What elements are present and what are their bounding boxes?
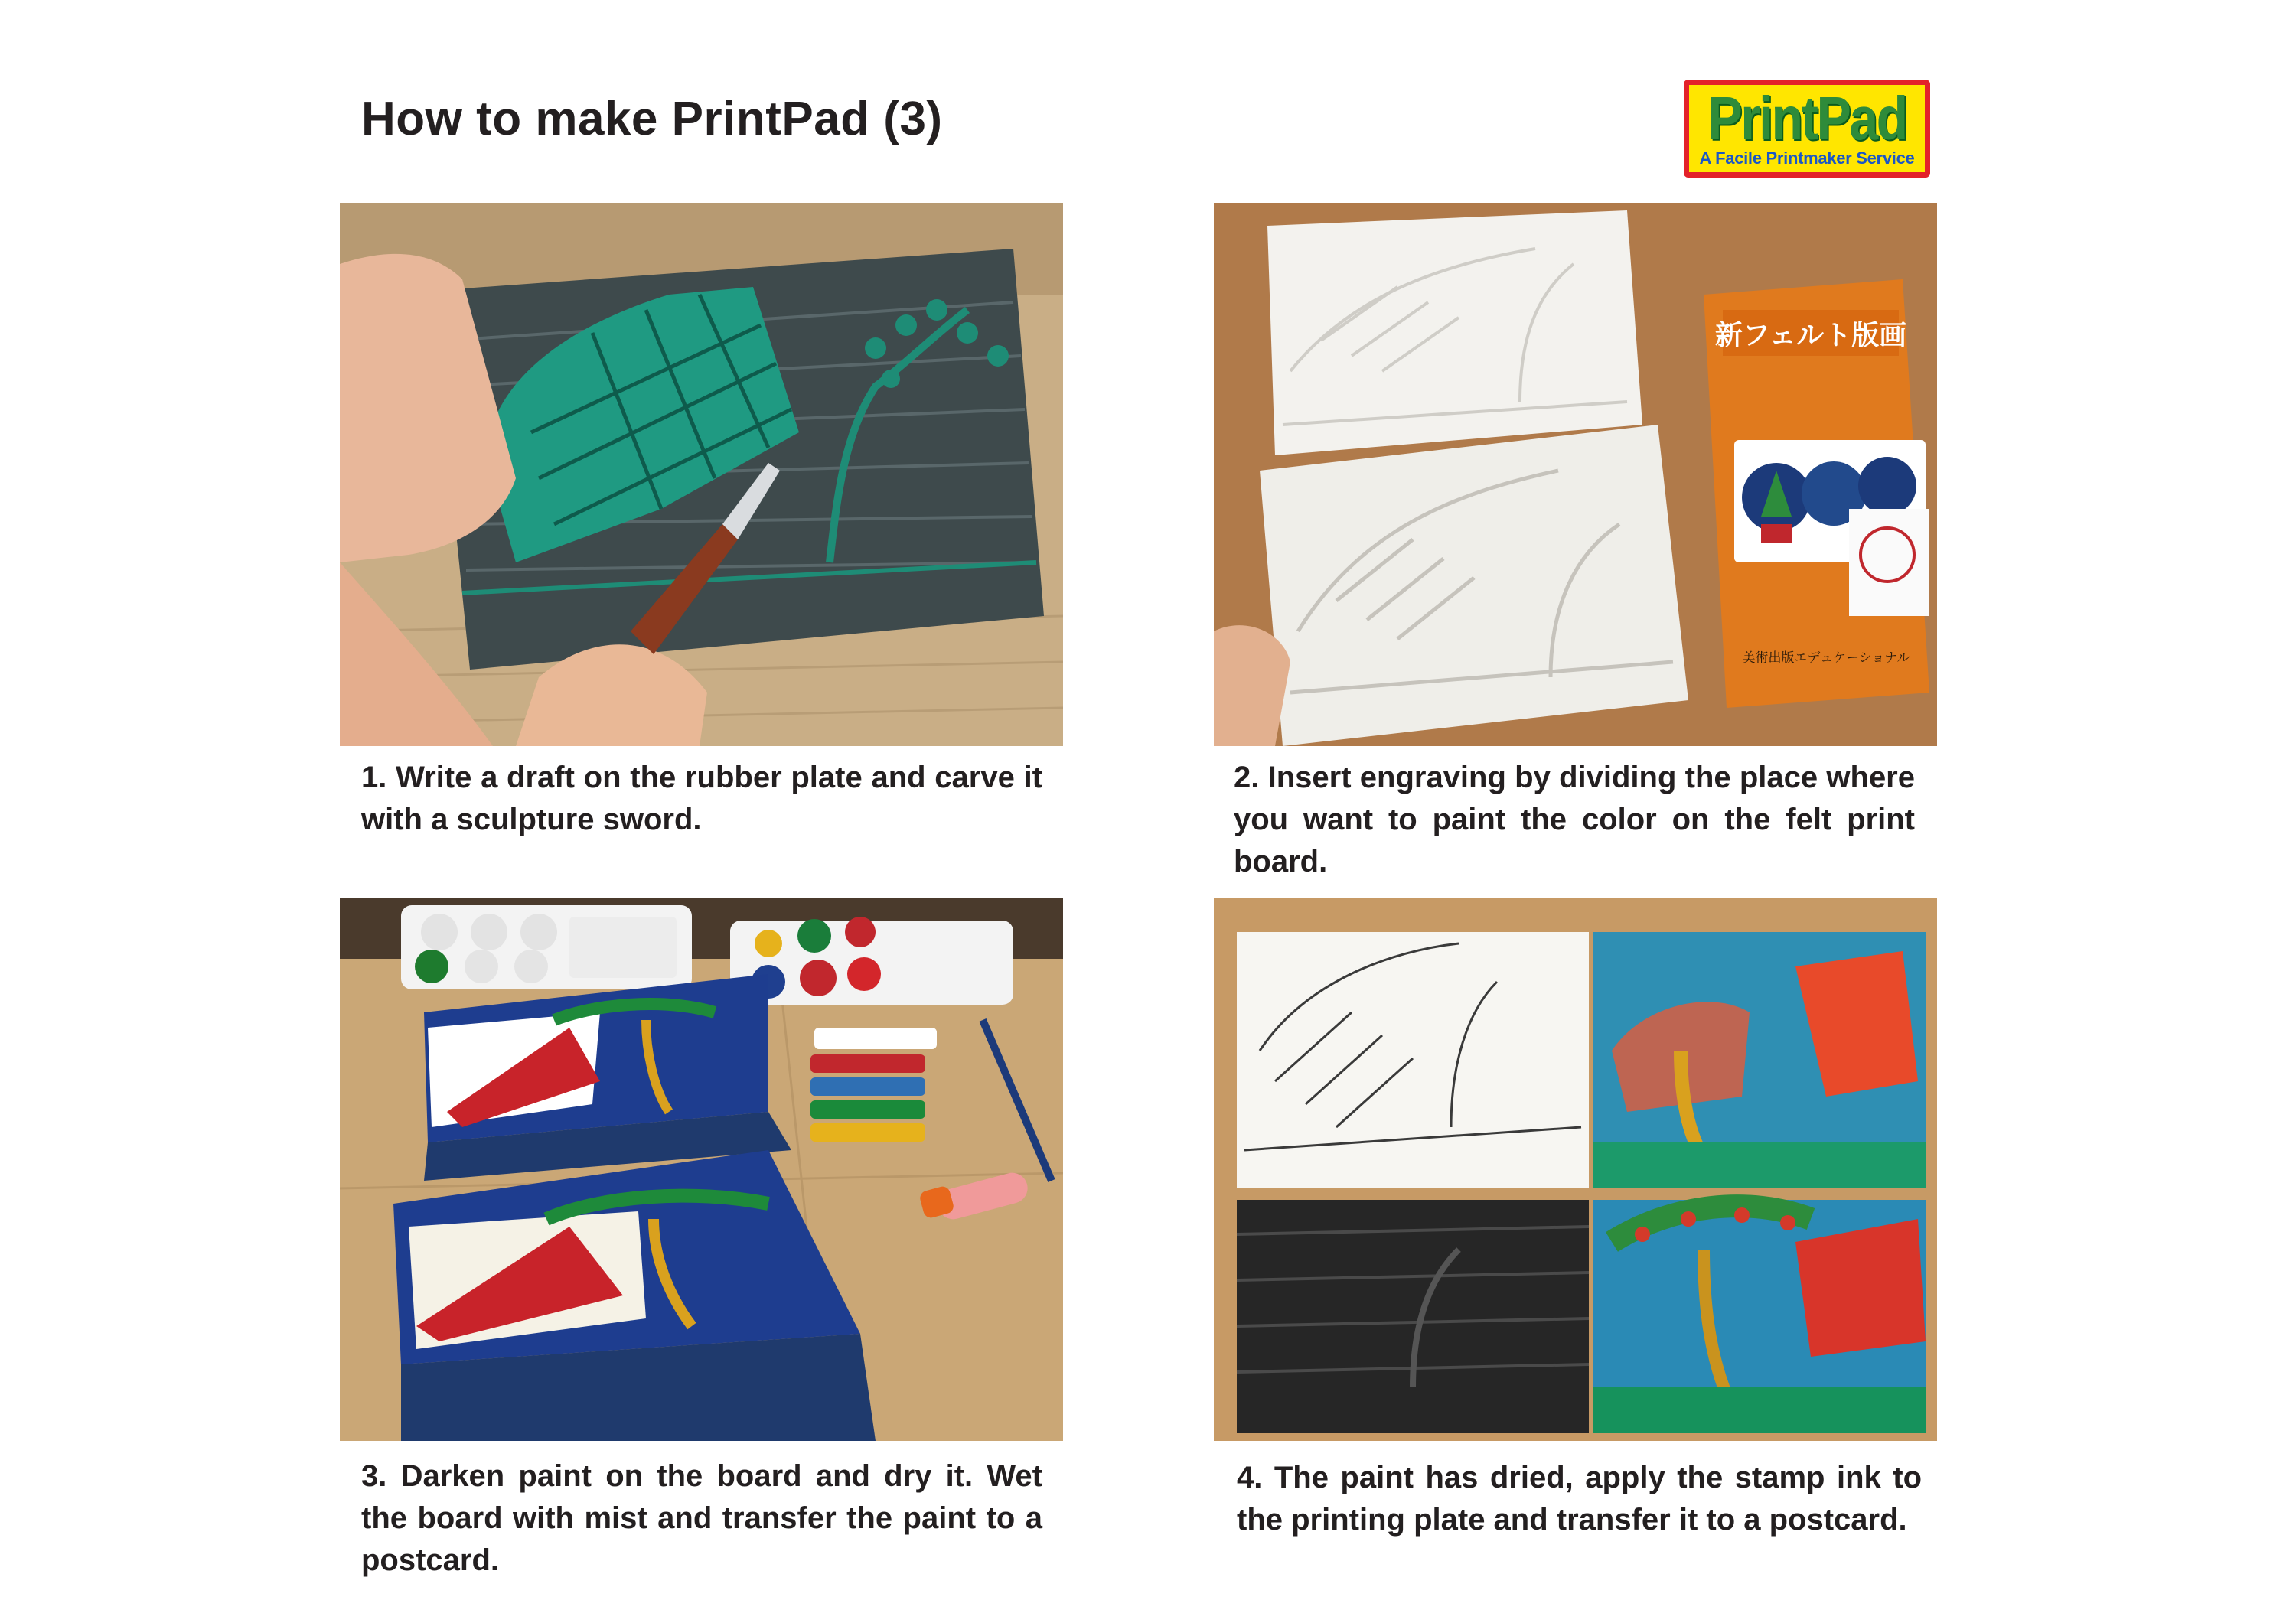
step-3-caption: 3. Darken paint on the board and dry it. Wet the board with mist and transfer the paint to a postcard.	[361, 1459, 1042, 1577]
step-2-photo	[1214, 203, 1937, 746]
page-title: How to make PrintPad (3)	[361, 93, 943, 145]
step-2-caption: 2. Insert engraving by dividing the place where you want to paint the color on the felt print board.	[1234, 761, 1915, 878]
booklet-title: 新フェルト版画	[1714, 320, 1907, 351]
printpad-logo	[1684, 80, 1930, 178]
step-4-photo	[1214, 898, 1937, 1441]
step-4-caption: 4. The paint has dried, apply the stamp ink to the printing plate and transfer it to a postcard.	[1237, 1461, 1922, 1537]
logo-tagline: A Facile Printmaker Service	[1699, 148, 1915, 168]
step-3-photo	[340, 898, 1063, 1441]
step-1-photo	[340, 203, 1063, 746]
step-1-caption: 1. Write a draft on the rubber plate and carve it with a sculpture sword.	[361, 761, 1042, 836]
booklet-publisher: 美術出版エデュケーショナル	[1742, 650, 1910, 666]
logo-wordmark: PrintPad	[1707, 84, 1906, 152]
